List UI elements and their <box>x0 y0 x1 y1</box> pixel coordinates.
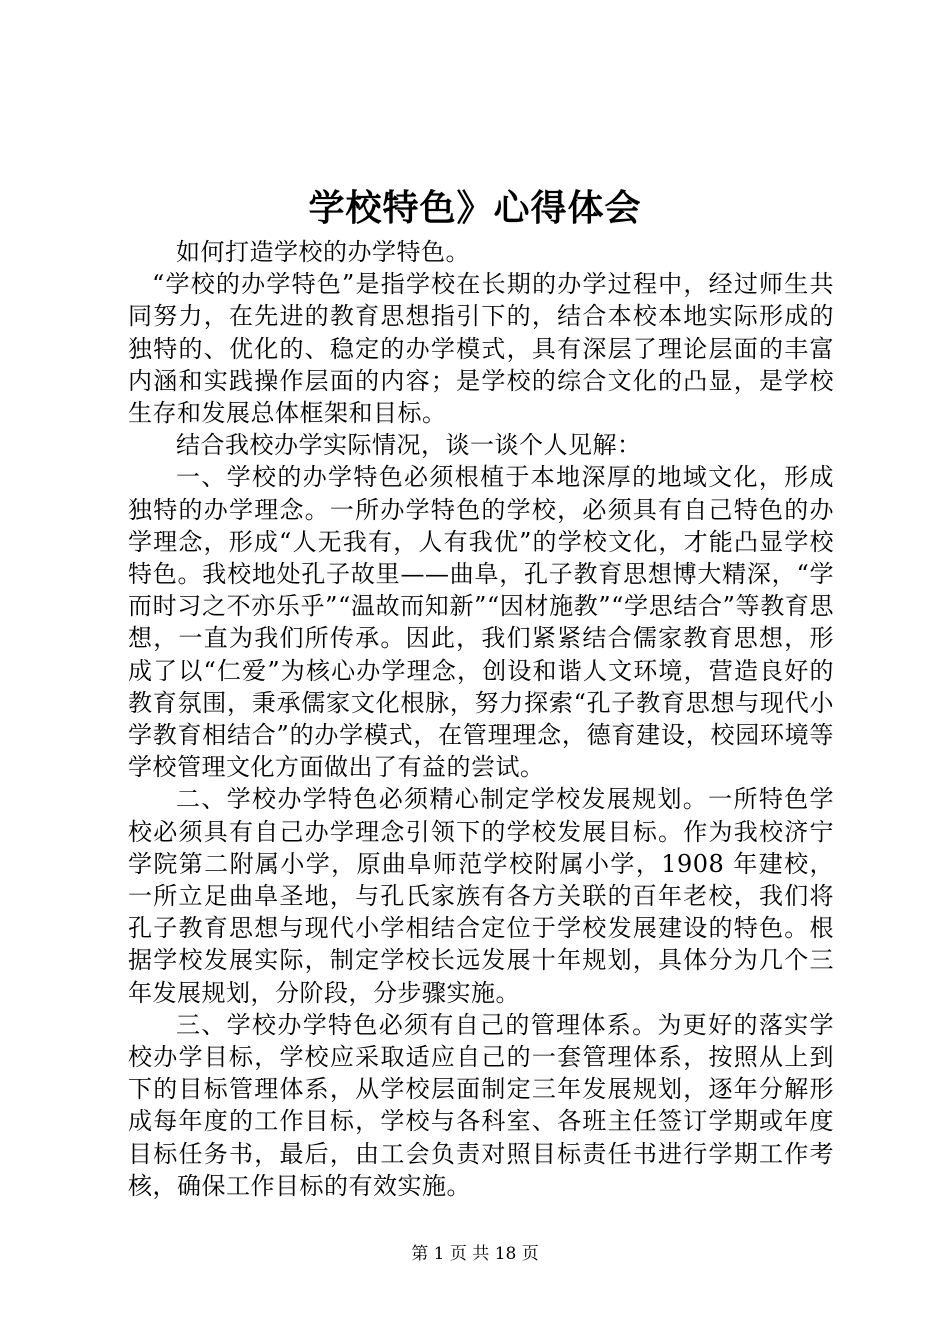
paragraph-definition: “学校的办学特色”是指学校在长期的办学过程中，经过师生共同努力，在先进的教育思想指引下的，结合本校本地实际形成的独特的、优化的、稳定的办学模式，具有深层了理论层面的丰富内涵和实践操作层面的内容；是学校的综合文化的凸显，是学校生存和发展总体框架和目标。 <box>128 270 834 428</box>
paragraph-opinion-lead: 结合我校办学实际情况，谈一谈个人见解： <box>176 431 642 460</box>
page-number-footer: 第 1 页 共 18 页 <box>411 1244 539 1264</box>
document-body <box>128 236 834 1202</box>
paragraph-point-one: 一、学校的办学特色必须根植于本地深厚的地域文化，形成独特的办学理念。一所办学特色的学校，必须具有自己特色的办学理念，形成“人无我有，人有我优”的学校文化，才能凸显学校特色。我校地处孔子故里——曲阜，孔子教育思想博大精深，“学而时习之不亦乐乎”“温故而知新”“因材施教”“学思结合”等教育思想，一直为我们所传承。因此，我们紧紧结合儒家教育思想，形成了以“仁爱”为核心办学理念，创设和谐人文环境，营造良好的教育氛围，秉承儒家文化根脉，努力探索“孔子教育思想与现代小学教育相结合”的办学模式，在管理理念，德育建设，校园环境等学校管理文化方面做出了有益的尝试。 <box>128 463 834 782</box>
paragraph-point-two: 二、学校办学特色必须精心制定学校发展规划。一所特色学校必须具有自己办学理念引领下的学校发展目标。作为我校济宁学院第二附属小学，原曲阜师范学校附属小学，1908 年建校，一所立足曲阜圣地，与孔氏家族有各方关联的百年老校，我们将孔子教育思想与现代小学相结合定位于学校发展建设的特色。根据学校发展实际，制定学校长远发展十年规划，具体分为几个三年发展规划，分阶段，分步骤实施。 <box>128 785 834 1007</box>
paragraph-intro: 如何打造学校的办学特色。 <box>176 238 470 266</box>
paragraph-point-three: 三、学校办学特色必须有自己的管理体系。为更好的落实学校办学目标，学校应采取适应自己的一套管理体系，按照从上到下的目标管理体系，从学校层面制定三年发展规划，逐年分解形成每年度的工作目标，学校与各科室、各班主任签订学期或年度目标任务书，最后，由工会负责对照目标责任书进行学期工作考核，确保工作目标的有效实施。 <box>128 1010 834 1200</box>
document-title: 学校特色》心得体会 <box>308 187 642 229</box>
